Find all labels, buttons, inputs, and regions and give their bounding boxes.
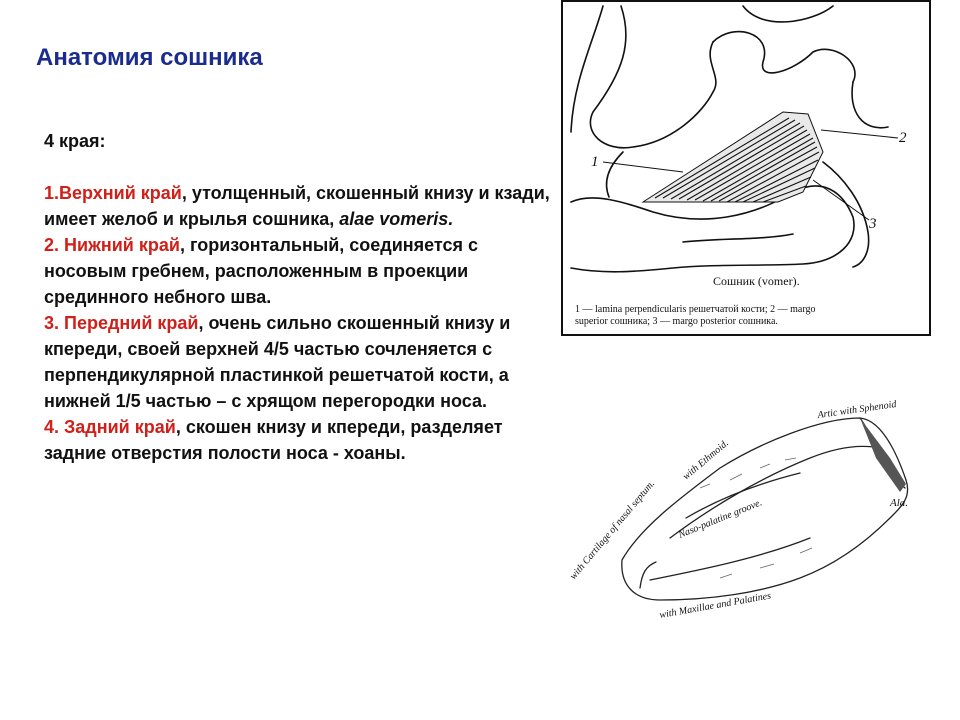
- edge-label-4: 4. Задний край: [44, 417, 176, 437]
- vomer-lateral-drawing: [560, 388, 936, 624]
- label-ethmoid: with Ethmoid.: [680, 437, 731, 483]
- label-sphenoid: Artic with Sphenoid: [816, 399, 898, 421]
- label-ala: Ala.: [890, 497, 909, 509]
- intro-text: 4 края:: [44, 131, 106, 151]
- edge-text-2: , горизонтальный, соединяется с носовым гребнем, расположенным в проекции срединного небного шва.: [44, 235, 479, 307]
- figure1-caption-title: Сошник (vomer).: [713, 274, 800, 288]
- figure1-caption-line2: superior сошника; 3 — margo posterior сошника.: [575, 316, 778, 327]
- edge-italic-1: alae vomeris.: [339, 209, 454, 229]
- edge-text-3: , очень сильно скошенный книзу и кпереди, своей верхней 4/5 частью сочленяется с перпендикулярной пластинкой решетчатой кости, а нижней 1/5 частью – с хрящом перегородки носа.: [44, 313, 511, 411]
- edge-label-2: 2. Нижний край: [44, 235, 180, 255]
- edge-item-4: [44, 414, 559, 466]
- slide-title: Анатомия сошника: [36, 44, 263, 71]
- edge-item-1: [44, 180, 559, 232]
- callout-3: 3: [869, 216, 877, 232]
- label-maxillae: with Maxillae and Palatines: [658, 590, 772, 621]
- edge-item-3: [44, 310, 559, 414]
- callout-1: 1: [591, 154, 599, 170]
- callout-2: 2: [899, 130, 907, 146]
- vomer-sagittal-figure: [561, 0, 931, 336]
- vomer-lateral-figure: [560, 388, 936, 624]
- vomer-sagittal-drawing: [563, 2, 929, 334]
- edge-text-4: , скошен книзу и кпереди, разделяет задние отверстия полости носа - хоаны.: [44, 417, 503, 463]
- figure1-caption-line1: 1 — lamina perpendicularis решетчатой кости; 2 — margo: [575, 304, 816, 315]
- edge-label-1: 1.Верхний край: [44, 183, 182, 203]
- label-groove: Naso-palatine groove.: [677, 497, 764, 541]
- edge-label-3: 3. Передний край: [44, 313, 199, 333]
- sphenoid-ala-shading: [860, 418, 906, 492]
- vomer-edges-text: [44, 128, 559, 466]
- edge-text-1: , утолщенный, скошенный книзу и кзади, имеет желоб и крылья сошника,: [44, 183, 550, 229]
- label-septum: with Cartilage of nasal septum.: [567, 478, 658, 582]
- edge-item-2: [44, 232, 559, 310]
